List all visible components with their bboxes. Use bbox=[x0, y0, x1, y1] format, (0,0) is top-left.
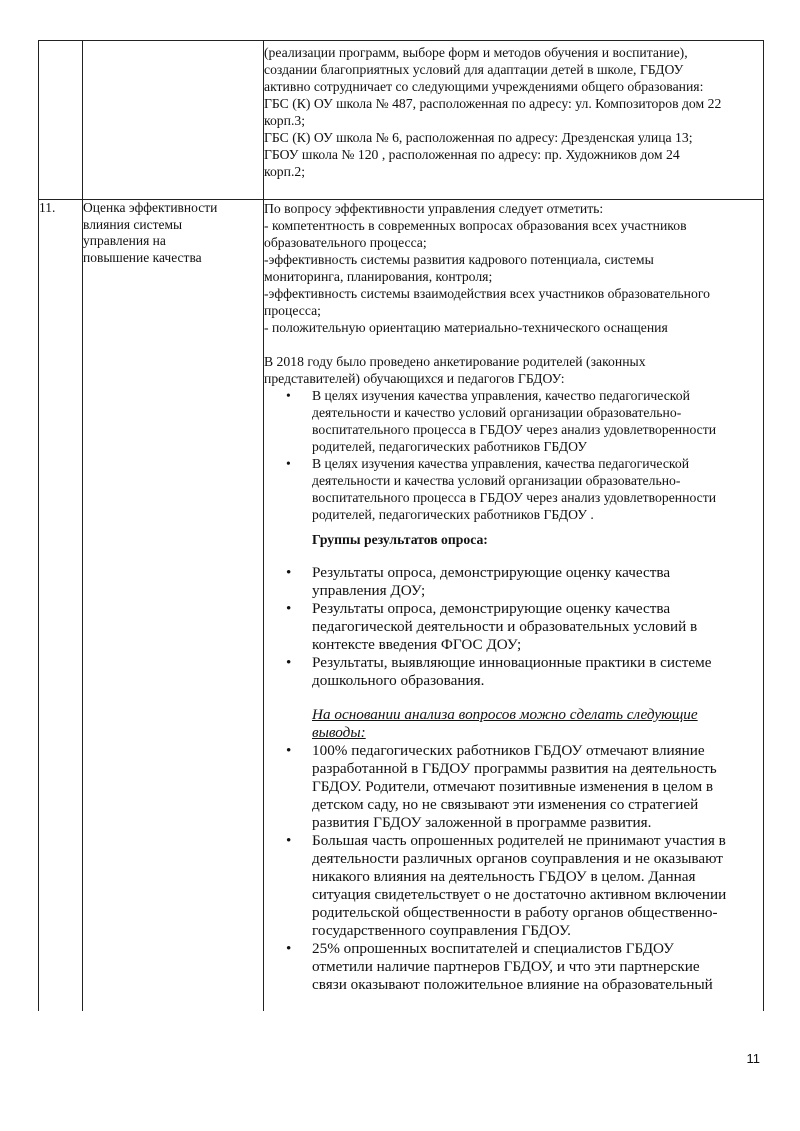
bullet-icon: • bbox=[286, 742, 292, 759]
title-cell bbox=[83, 41, 264, 200]
text-line: В целях изучения качества управления, качество педагогической bbox=[312, 388, 690, 403]
list-item bbox=[264, 832, 763, 940]
bullet-icon: • bbox=[286, 654, 292, 671]
text-line: ГБДОУ. Родители, отмечают позитивные изменения в целом в bbox=[312, 778, 714, 795]
text-line: Результаты, выявляющие инновационные практики в системе bbox=[312, 654, 712, 671]
text-line: образовательного процесса; bbox=[264, 235, 427, 250]
content-cell bbox=[264, 41, 764, 200]
purpose-list bbox=[264, 387, 763, 523]
list-item bbox=[264, 455, 763, 523]
text-line: развития ГБДОУ заложенной в программе развития. bbox=[312, 814, 652, 831]
text-line: мониторинга, планирования, контроля; bbox=[264, 269, 493, 284]
table-row bbox=[39, 41, 764, 200]
text-line: родителей, педагогических работников ГБДОУ . bbox=[312, 507, 594, 522]
text-line: воспитательного процесса в ГБДОУ через анализ удовлетворенности bbox=[312, 490, 717, 505]
spacer bbox=[264, 548, 763, 564]
text-line: 100% педагогических работников ГБДОУ отмечают влияние bbox=[312, 742, 705, 759]
text-line: корп.2; bbox=[264, 164, 306, 179]
text-line: активно сотрудничает со следующими учреждениями общего образования: bbox=[264, 79, 704, 94]
text-line: деятельности и качества условий организации образовательно- bbox=[312, 473, 681, 488]
bullet-icon: • bbox=[286, 600, 292, 617]
text-line: В целях изучения качества управления, качества педагогической bbox=[312, 456, 690, 471]
spacer bbox=[264, 336, 763, 353]
text-line: Результаты опроса, демонстрирующие оценку качества bbox=[312, 600, 671, 617]
text-line: -эффективность системы взаимодействия всех участников образовательного bbox=[264, 286, 710, 301]
groups-list bbox=[264, 564, 763, 690]
bullet-icon: • bbox=[286, 940, 292, 957]
text-line: Большая часть опрошенных родителей не принимают участия в bbox=[312, 832, 726, 849]
conclusion-list bbox=[264, 742, 763, 994]
document-table bbox=[38, 40, 764, 1011]
title-line: повышение качества bbox=[83, 249, 202, 265]
text-line: На основании анализа вопросов можно сделать следующие bbox=[312, 706, 698, 723]
title-line: Оценка эффективности bbox=[83, 200, 218, 215]
bullet-icon: • bbox=[286, 832, 292, 849]
text-line: родительской общественности в работу органов общественно- bbox=[312, 904, 718, 921]
list-item bbox=[264, 940, 763, 994]
text-line: 25% опрошенных воспитателей и специалистов ГБДОУ bbox=[312, 940, 674, 957]
page-number: 11 bbox=[746, 1051, 760, 1066]
list-item bbox=[264, 654, 763, 690]
list-item bbox=[264, 564, 763, 600]
text-line: процесса; bbox=[264, 303, 321, 318]
text-line: Результаты опроса, демонстрирующие оценку качества bbox=[312, 564, 671, 581]
text-line: представителей) обучающихся и педагогов ГБДОУ: bbox=[264, 371, 565, 386]
list-item bbox=[264, 600, 763, 654]
text-line: воспитательного процесса в ГБДОУ через анализ удовлетворенности bbox=[312, 422, 717, 437]
row-number: 11. bbox=[39, 200, 83, 1012]
spacer bbox=[264, 690, 763, 706]
text-line: ГБС (К) ОУ школа № 6, расположенная по адресу: Дрезденская улица 13; bbox=[264, 130, 693, 145]
number-cell bbox=[39, 41, 83, 200]
text-line: разработанной в ГБДОУ программы развития на деятельность bbox=[312, 760, 717, 777]
text-line: корп.3; bbox=[264, 113, 306, 128]
text-line: выводы: bbox=[312, 724, 366, 741]
text-line: педагогической деятельности и образовательных условий в bbox=[312, 618, 698, 635]
list-item bbox=[264, 742, 763, 832]
text-line: связи оказывают положительное влияние на образовательный bbox=[312, 976, 713, 993]
text-line: -эффективность системы развития кадрового потенциала, системы bbox=[264, 252, 654, 267]
row-title bbox=[83, 200, 264, 1012]
text-line: отметили наличие партнеров ГБДОУ, и что эти партнерские bbox=[312, 958, 700, 975]
bullet-icon: • bbox=[286, 564, 292, 581]
text-line: В 2018 году было проведено анкетирование родителей (законных bbox=[264, 354, 646, 369]
list-item bbox=[264, 387, 763, 455]
text-line: создании благоприятных условий для адаптации детей в школе, ГБДОУ bbox=[264, 62, 684, 77]
text-line: никакого влияния на деятельность ГБДОУ в целом. Данная bbox=[312, 868, 696, 885]
bullet-icon: • bbox=[286, 388, 291, 403]
text-line: деятельности и качество условий организации образовательно- bbox=[312, 405, 682, 420]
text-line: (реализации программ, выборе форм и методов обучения и воспитание), bbox=[264, 45, 688, 60]
conclusion-heading bbox=[264, 706, 763, 742]
text-line: По вопросу эффективности управления следует отметить: bbox=[264, 201, 604, 216]
text-line: - компетентность в современных вопросах образования всех участников bbox=[264, 218, 687, 233]
text-line: ситуация свидетельствует о не достаточно активном включении bbox=[312, 886, 727, 903]
text-line: управления ДОУ; bbox=[312, 582, 426, 599]
bullet-icon: • bbox=[286, 456, 291, 471]
text-line: контексте введения ФГОС ДОУ; bbox=[312, 636, 522, 653]
text-line: ГБС (К) ОУ школа № 487, расположенная по адресу: ул. Композиторов дом 22 bbox=[264, 96, 722, 111]
text-line: детском саду, но не связывают эти изменения со стратегией bbox=[312, 796, 699, 813]
text-line: деятельности различных органов соуправления и не оказывают bbox=[312, 850, 723, 867]
section-heading: Группы результатов опроса: bbox=[312, 532, 488, 547]
content-cell bbox=[264, 200, 764, 1012]
text-line: государственного соуправления ГБДОУ. bbox=[312, 922, 571, 939]
text-line: дошкольного образования. bbox=[312, 672, 485, 689]
title-line: влияния системы bbox=[83, 216, 183, 232]
text-line: родителей, педагогических работников ГБДОУ bbox=[312, 439, 587, 454]
text-line: - положительную ориентацию материально-технического оснащения bbox=[264, 320, 668, 335]
table-row bbox=[39, 200, 764, 1012]
text-line: ГБОУ школа № 120 , расположенная по адресу: пр. Художников дом 24 bbox=[264, 147, 680, 162]
title-line: управления на bbox=[83, 233, 166, 248]
